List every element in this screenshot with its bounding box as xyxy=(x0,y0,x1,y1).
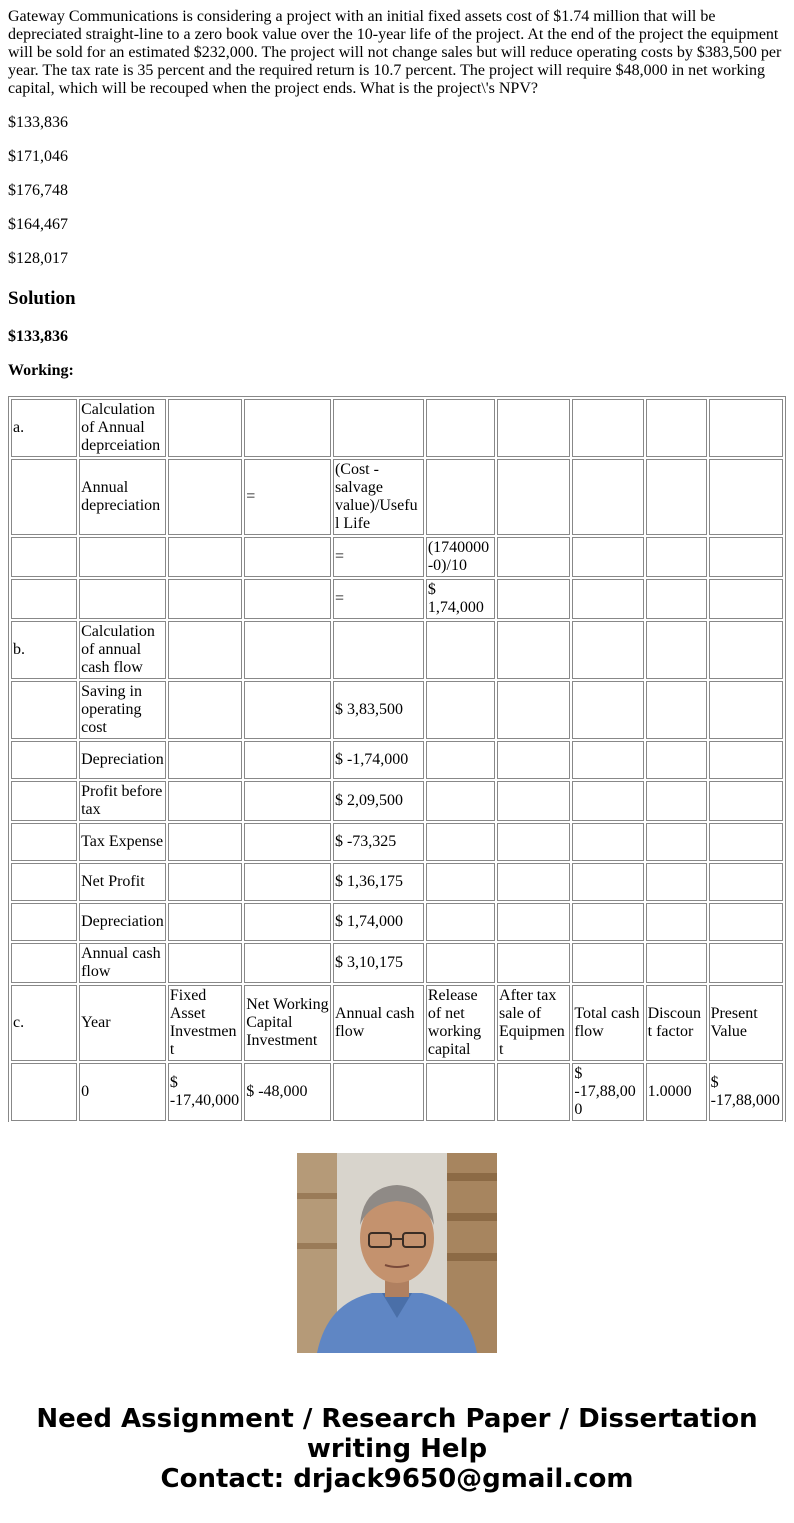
cashflow-value: $ 1,74,000 xyxy=(333,903,424,941)
table-row xyxy=(11,1063,783,1121)
depreciation-calc: (1740000-0)/10 xyxy=(426,537,495,577)
equals-sign: = xyxy=(333,537,424,577)
option-5: $128,017 xyxy=(8,250,68,267)
table-row xyxy=(11,823,783,861)
total-cashflow-cell: $ -17,88,000 xyxy=(572,1063,643,1121)
discount-factor-cell: 1.0000 xyxy=(646,1063,707,1121)
solution-heading: Solution xyxy=(8,288,76,309)
table-row xyxy=(11,781,783,821)
cashflow-label: Depreciation xyxy=(79,741,166,779)
working-table xyxy=(8,396,786,1164)
cashflow-label: Net Profit xyxy=(79,863,166,901)
table-row xyxy=(11,537,783,577)
table-row xyxy=(11,943,783,983)
working-label: Working: xyxy=(8,362,74,379)
section-b-letter: b. xyxy=(11,621,77,679)
table-row xyxy=(11,903,783,941)
cashflow-label: Annual cash flow xyxy=(79,943,166,983)
present-value-cell: $ -17,88,000 xyxy=(709,1063,783,1121)
promo-line-1: Need Assignment / Research Paper / Dissertation xyxy=(36,1404,758,1434)
cashflow-value: $ -1,74,000 xyxy=(333,741,424,779)
year-cell: 0 xyxy=(79,1063,166,1121)
person-portrait-icon xyxy=(297,1153,497,1353)
fixed-asset-cell: $ -17,40,000 xyxy=(168,1063,242,1121)
depreciation-formula: (Cost - salvage value)/Useful Life xyxy=(333,459,424,535)
column-header: Year xyxy=(79,985,166,1061)
column-header: Total cash flow xyxy=(572,985,643,1061)
equals-sign: = xyxy=(333,579,424,619)
question-text: Gateway Communications is considering a project with an initial fixed assets cost of $1.74 million that will be depreciated straight-line to a zero book value over the 10-year life of the project. At the end of the project the equipment will be sold for an estimated $232,000. The project will not change sales but will reduce operating costs by $383,500 per year. The tax rate is 35 percent and the required return is 10.7 percent. The project will require $48,000 in net working capital, which will be recouped when the project ends. What is the project\'s NPV? xyxy=(8,8,782,97)
option-1: $133,836 xyxy=(8,114,68,131)
table-row xyxy=(11,621,783,679)
cashflow-value: $ 1,36,175 xyxy=(333,863,424,901)
table-row xyxy=(11,459,783,535)
option-3: $176,748 xyxy=(8,182,68,199)
column-header: Discount factor xyxy=(646,985,707,1061)
table-row xyxy=(11,681,783,739)
column-header: After tax sale of Equipment xyxy=(497,985,570,1061)
equals-sign: = xyxy=(244,459,331,535)
section-b-title: Calculation of annual cash flow xyxy=(79,621,166,679)
table-row xyxy=(11,399,783,457)
cashflow-value: $ 3,10,175 xyxy=(333,943,424,983)
cashflow-label: Depreciation xyxy=(79,903,166,941)
annual-depreciation-label: Annual depreciation xyxy=(79,459,166,535)
column-header: Fixed Asset Investment xyxy=(168,985,242,1061)
table-row xyxy=(11,741,783,779)
promo-line-2: writing Help xyxy=(306,1434,488,1464)
column-header: Release of net working capital xyxy=(426,985,495,1061)
cashflow-value: $ 3,83,500 xyxy=(333,681,424,739)
author-photo xyxy=(297,1153,497,1353)
cashflow-label: Tax Expense xyxy=(79,823,166,861)
option-4: $164,467 xyxy=(8,216,68,233)
table-header-row xyxy=(11,985,783,1061)
column-header: Net Working Capital Investment xyxy=(244,985,331,1061)
answer-text: $133,836 xyxy=(8,328,68,345)
nwc-cell: $ -48,000 xyxy=(244,1063,331,1121)
option-2: $171,046 xyxy=(8,148,68,165)
cashflow-label: Profit before tax xyxy=(79,781,166,821)
cashflow-value: $ 2,09,500 xyxy=(333,781,424,821)
table-row xyxy=(11,579,783,619)
depreciation-result: $ 1,74,000 xyxy=(426,579,495,619)
promo-contact: Contact: drjack9650@gmail.com xyxy=(160,1464,634,1494)
cashflow-value: $ -73,325 xyxy=(333,823,424,861)
column-header: Present Value xyxy=(709,985,783,1061)
column-header: Annual cash flow xyxy=(333,985,424,1061)
promo-footer xyxy=(0,1122,794,1523)
section-a-letter: a. xyxy=(11,399,77,457)
document-content xyxy=(8,0,786,1122)
table-row xyxy=(11,863,783,901)
cashflow-label: Saving in operating cost xyxy=(79,681,166,739)
section-c-letter: c. xyxy=(11,985,77,1061)
section-a-title: Calculation of Annual deprceiation xyxy=(79,399,166,457)
